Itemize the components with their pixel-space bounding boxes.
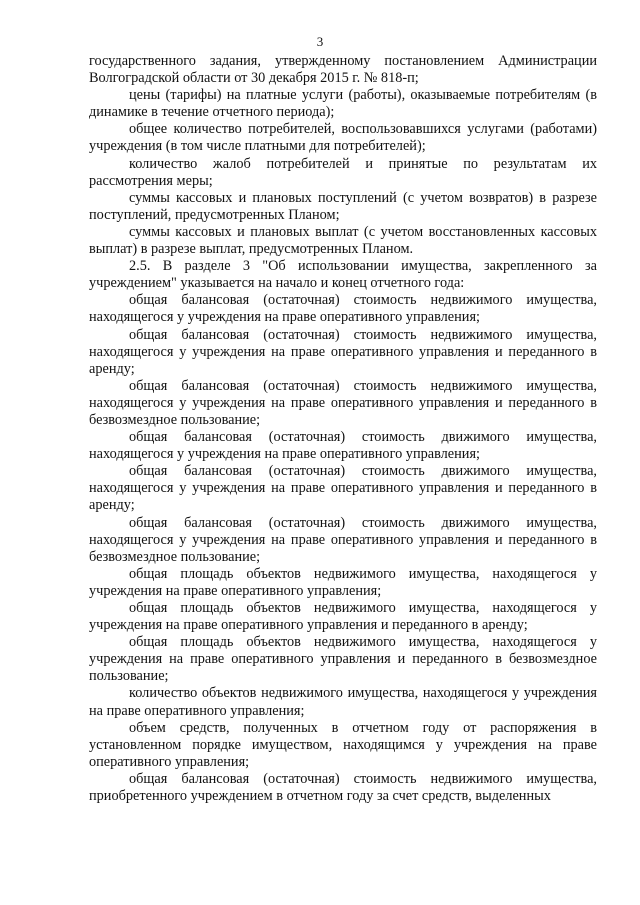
paragraph-14: общая площадь объектов недвижимого имущества, находящегося у учреждения на праве оперативного управления; — [89, 565, 597, 599]
paragraph-13: общая балансовая (остаточная) стоимость движимого имущества, находящегося у учреждения на праве оперативного управления и переданного в безвозмездное пользование; — [89, 514, 597, 565]
paragraph-8: общая балансовая (остаточная) стоимость недвижимого имущества, находящегося у учреждения на праве оперативного управления; — [89, 292, 597, 326]
paragraph-7: 2.5. В разделе 3 "Об использовании имущества, закрепленного за учреждением" указывается на начало и конец отчетного года: — [89, 258, 597, 292]
paragraph-9: общая балансовая (остаточная) стоимость недвижимого имущества, находящегося у учреждения на праве оперативного управления и переданного в аренду; — [89, 326, 597, 377]
paragraph-19: общая балансовая (остаточная) стоимость недвижимого имущества, приобретенного учреждением в отчетном году за счет средств, выделенных — [89, 770, 597, 805]
paragraph-11: общая балансовая (остаточная) стоимость движимого имущества, находящегося у учреждения на праве оперативного управления; — [89, 429, 597, 463]
paragraph-5: суммы кассовых и плановых поступлений (с учетом возвратов) в разрезе поступлений, предусмотренных Планом; — [89, 189, 597, 223]
paragraph-16: общая площадь объектов недвижимого имущества, находящегося у учреждения на праве оперативного управления и переданного в безвозмездное пользование; — [89, 634, 597, 685]
page-number: 3 — [316, 34, 324, 49]
paragraph-6: суммы кассовых и плановых выплат (с учетом восстановленных кассовых выплат) в разрезе выплат, предусмотренных Планом. — [89, 223, 597, 258]
paragraph-1: государственного задания, утвержденному постановлением Администрации Волгоградской области от 30 декабря 2015 г. № 818-п; — [89, 53, 597, 87]
paragraph-17: количество объектов недвижимого имущества, находящегося у учреждения на праве оперативного управления; — [89, 685, 597, 719]
paragraph-3: общее количество потребителей, воспользовавшихся услугами (работами) учреждения (в том числе платными для потребителей); — [89, 121, 597, 155]
paragraph-4: количество жалоб потребителей и принятые по результатам их рассмотрения меры; — [89, 155, 597, 189]
paragraph-15: общая площадь объектов недвижимого имущества, находящегося у учреждения на праве оперативного управления и переданного в аренду; — [89, 600, 597, 634]
document-body — [89, 53, 597, 805]
paragraph-10: общая балансовая (остаточная) стоимость недвижимого имущества, находящегося у учреждения на праве оперативного управления и переданного в безвозмездное пользование; — [89, 377, 597, 428]
paragraph-2: цены (тарифы) на платные услуги (работы), оказываемые потребителям (в динамике в течение отчетного периода); — [89, 87, 597, 121]
paragraph-12: общая балансовая (остаточная) стоимость движимого имущества, находящегося у учреждения на праве оперативного управления и переданного в аренду; — [89, 463, 597, 514]
paragraph-18: объем средств, полученных в отчетном году от распоряжения в установленном порядке имуществом, находящимся у учреждения на праве оперативного управления; — [89, 719, 597, 770]
